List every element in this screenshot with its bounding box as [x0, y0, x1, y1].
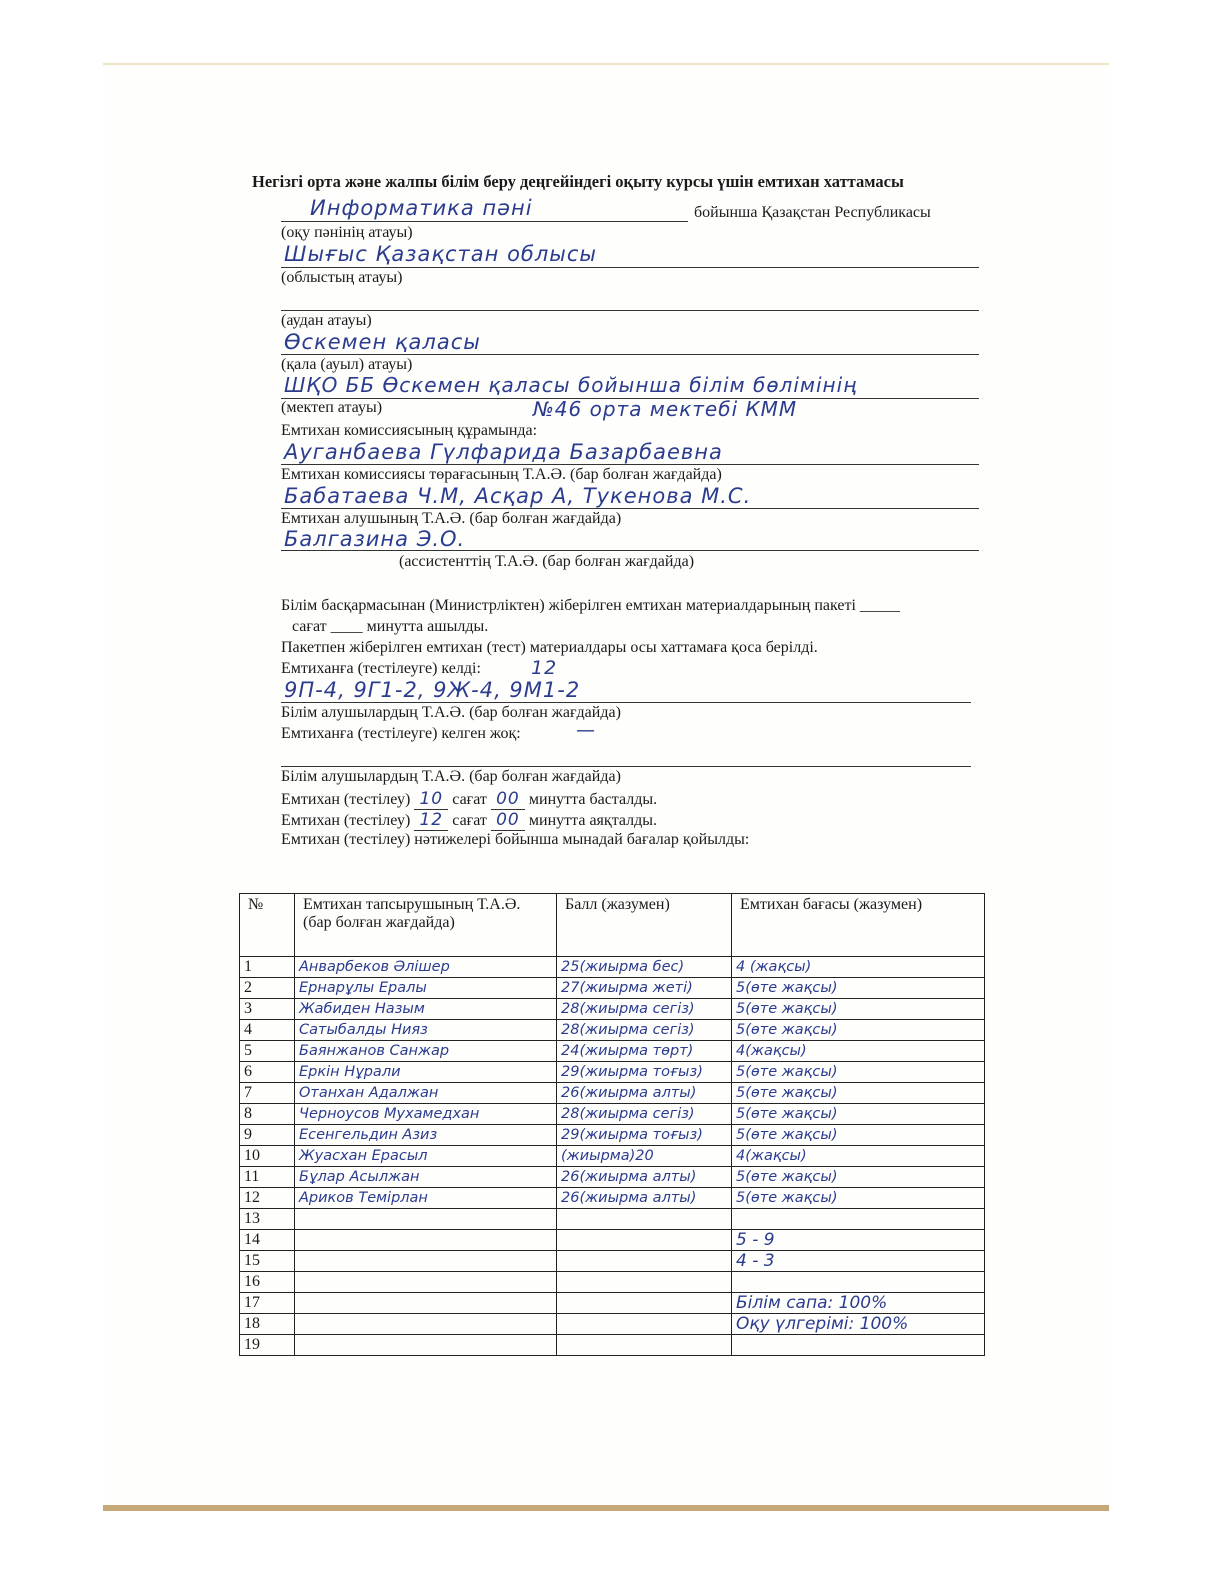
results-table [239, 893, 985, 1356]
table-row [240, 957, 985, 978]
row-number: 14 [240, 1230, 295, 1251]
row-number: 13 [240, 1209, 295, 1230]
table-row [240, 1062, 985, 1083]
row-number: 5 [240, 1041, 295, 1062]
row-number: 19 [240, 1335, 295, 1356]
district-line [281, 310, 979, 311]
table-row [240, 1188, 985, 1209]
assistant-label: (ассистенттің Т.А.Ә. (бар болған жағдайда) [399, 553, 695, 570]
student-grade: 5(өте жақсы) [732, 1167, 985, 1188]
student-score [557, 1251, 732, 1272]
student-score: 27(жиырма жеті) [557, 978, 732, 999]
student-name: Анварбеков Әлішер [295, 957, 557, 978]
row-number: 6 [240, 1062, 295, 1083]
student-name: Ариков Темірлан [295, 1188, 557, 1209]
document-title: Негізгі орта және жалпы білім беру деңгейіндегі оқыту курсы үшін емтихан хаттамасы [252, 172, 904, 191]
header-name: Емтихан тапсырушының Т.А.Ә. (бар болған жағдайда) [295, 894, 557, 957]
end-prefix: Емтихан (тестілеу) [281, 812, 411, 829]
row-number: 12 [240, 1188, 295, 1209]
header-number: № [240, 894, 295, 957]
table-row [240, 1335, 985, 1356]
student-grade [732, 1335, 985, 1356]
student-name [295, 1251, 557, 1272]
student-score: 28(жиырма сегіз) [557, 999, 732, 1020]
district-label: (аудан атауы) [281, 312, 372, 329]
student-score: 28(жиырма сегіз) [557, 1020, 732, 1041]
end-hour: 12 [414, 810, 448, 831]
row-number: 3 [240, 999, 295, 1020]
table-row [240, 1146, 985, 1167]
start-hour: 10 [414, 789, 448, 810]
table-row [240, 1083, 985, 1104]
school-value-line1: ШҚО ББ Өскемен қаласы бойынша білім бөлімінің [284, 373, 858, 397]
table-row [240, 1293, 985, 1314]
table-row [240, 1209, 985, 1230]
table-row [240, 1167, 985, 1188]
student-name: Черноусов Мухамедхан [295, 1104, 557, 1125]
table-row [240, 1041, 985, 1062]
table-row [240, 1230, 985, 1251]
student-score [557, 1230, 732, 1251]
student-grade: Оқу үлгерімі: 100% [732, 1314, 985, 1335]
results-line: Емтихан (тестілеу) нәтижелері бойынша мынадай бағалар қойылды: [281, 831, 750, 848]
student-score: 26(жиырма алты) [557, 1167, 732, 1188]
student-name: Отанхан Адалжан [295, 1083, 557, 1104]
student-grade: 4 - 3 [732, 1251, 985, 1272]
student-name: Сатыбалды Нияз [295, 1020, 557, 1041]
student-name [295, 1314, 557, 1335]
end-mid: сағат [452, 812, 487, 829]
table-row [240, 1020, 985, 1041]
table-row [240, 1104, 985, 1125]
table-row [240, 1251, 985, 1272]
student-grade [732, 1209, 985, 1230]
start-min: 00 [491, 789, 525, 810]
student-grade: 4(жақсы) [732, 1041, 985, 1062]
student-score [557, 1335, 732, 1356]
student-grade: 5(өте жақсы) [732, 999, 985, 1020]
students-label-2: Білім алушылардың Т.А.Ә. (бар болған жағдайда) [281, 768, 621, 785]
student-name: Жабиден Назым [295, 999, 557, 1020]
came-detail-line [281, 702, 971, 703]
student-score: 29(жиырма тоғыз) [557, 1062, 732, 1083]
student-grade: 5(өте жақсы) [732, 1020, 985, 1041]
subject-suffix: бойынша Қазақстан Республикасы [694, 204, 931, 221]
came-value: 12 [531, 657, 558, 679]
student-grade: 5(өте жақсы) [732, 978, 985, 999]
package-line2: сағат ____ минутта ашылды. [292, 618, 489, 635]
student-grade: 5(өте жақсы) [732, 1062, 985, 1083]
student-score: 25(жиырма бес) [557, 957, 732, 978]
student-grade: 5(өте жақсы) [732, 1188, 985, 1209]
student-score [557, 1314, 732, 1335]
table-row [240, 978, 985, 999]
student-name [295, 1272, 557, 1293]
student-score: 24(жиырма төрт) [557, 1041, 732, 1062]
student-name [295, 1230, 557, 1251]
student-score [557, 1272, 732, 1293]
header-grade: Емтихан бағасы (жазумен) [732, 894, 985, 957]
table-row [240, 999, 985, 1020]
row-number: 8 [240, 1104, 295, 1125]
examiners-label: Емтихан алушының Т.А.Ә. (бар болған жағдайда) [281, 510, 622, 527]
student-name [295, 1335, 557, 1356]
table-row [240, 1314, 985, 1335]
assistant-value: Балгазина Э.О. [284, 527, 466, 551]
student-grade [732, 1272, 985, 1293]
subject-value: Информатика пәні [310, 196, 533, 220]
city-line [281, 354, 979, 355]
region-label: (облыстың атауы) [281, 269, 403, 286]
came-label: Емтиханға (тестілеуге) келді: [281, 660, 481, 677]
end-min: 00 [491, 810, 525, 831]
student-name: Жуасхан Ерасыл [295, 1146, 557, 1167]
absent-label: Емтиханға (тестілеуге) келген жоқ: [281, 725, 521, 742]
table-header-row [240, 894, 985, 957]
student-grade: 5(өте жақсы) [732, 1125, 985, 1146]
student-grade: Білім сапа: 100% [732, 1293, 985, 1314]
absent-line [281, 766, 971, 767]
row-number: 16 [240, 1272, 295, 1293]
came-detail: 9П-4, 9Г1-2, 9Ж-4, 9М1-2 [284, 678, 581, 702]
row-number: 2 [240, 978, 295, 999]
subject-line [281, 221, 688, 222]
assistant-line [281, 550, 979, 551]
table-body [240, 957, 985, 1356]
student-grade: 4(жақсы) [732, 1146, 985, 1167]
student-score: 26(жиырма алты) [557, 1083, 732, 1104]
end-line [281, 810, 657, 831]
examiners-line [281, 508, 979, 509]
region-line [281, 267, 979, 268]
row-number: 17 [240, 1293, 295, 1314]
row-number: 11 [240, 1167, 295, 1188]
end-suffix: минутта аяқталды. [528, 812, 657, 829]
student-name: Бұлар Асылжан [295, 1167, 557, 1188]
start-mid: сағат [452, 791, 487, 808]
student-name: Еркін Нұрали [295, 1062, 557, 1083]
chair-label: Емтихан комиссиясы төрағасының Т.А.Ә. (бар болған жағдайда) [281, 466, 722, 483]
student-score: 26(жиырма алты) [557, 1188, 732, 1209]
row-number: 10 [240, 1146, 295, 1167]
package-line3: Пакетпен жіберілген емтихан (тест) материалдары осы хаттамаға қоса берілді. [281, 639, 818, 656]
package-line1: Білім басқармасынан (Министрліктен) жіберілген емтихан материалдарының пакеті _____ [281, 597, 900, 614]
student-score: (жиырма)20 [557, 1146, 732, 1167]
student-score: 28(жиырма сегіз) [557, 1104, 732, 1125]
row-number: 9 [240, 1125, 295, 1146]
header-score: Балл (жазумен) [557, 894, 732, 957]
student-score [557, 1209, 732, 1230]
student-name: Ернарұлы Ералы [295, 978, 557, 999]
row-number: 18 [240, 1314, 295, 1335]
subject-label: (оқу пәнінің атауы) [281, 224, 413, 241]
student-name: Есенгельдин Азиз [295, 1125, 557, 1146]
city-label: (қала (ауыл) атауы) [281, 356, 413, 373]
start-line [281, 789, 657, 810]
row-number: 1 [240, 957, 295, 978]
absent-value: — [576, 719, 596, 741]
start-suffix: минутта басталды. [528, 791, 658, 808]
row-number: 7 [240, 1083, 295, 1104]
student-name [295, 1209, 557, 1230]
chair-value: Ауганбаева Гүлфарида Базарбаевна [284, 440, 723, 464]
city-value: Өскемен қаласы [284, 330, 481, 354]
chair-line [281, 464, 979, 465]
student-grade: 5(өте жақсы) [732, 1083, 985, 1104]
table-row [240, 1125, 985, 1146]
commission-label: Емтихан комиссиясының құрамында: [281, 422, 538, 439]
row-number: 4 [240, 1020, 295, 1041]
school-label: (мектеп атауы) [281, 399, 383, 416]
student-name: Баянжанов Санжар [295, 1041, 557, 1062]
row-number: 15 [240, 1251, 295, 1272]
student-grade: 5(өте жақсы) [732, 1104, 985, 1125]
examiners-value: Бабатаева Ч.М, Асқар А, Тукенова М.С. [284, 484, 752, 508]
school-value-line2: №46 орта мектебі КММ [533, 397, 798, 421]
region-value: Шығыс Қазақстан облысы [284, 242, 597, 266]
student-grade: 5 - 9 [732, 1230, 985, 1251]
student-name [295, 1293, 557, 1314]
start-prefix: Емтихан (тестілеу) [281, 791, 411, 808]
students-label: Білім алушылардың Т.А.Ә. (бар болған жағдайда) [281, 704, 621, 721]
table-row [240, 1272, 985, 1293]
student-score [557, 1293, 732, 1314]
student-score: 29(жиырма тоғыз) [557, 1125, 732, 1146]
student-grade: 4 (жақсы) [732, 957, 985, 978]
